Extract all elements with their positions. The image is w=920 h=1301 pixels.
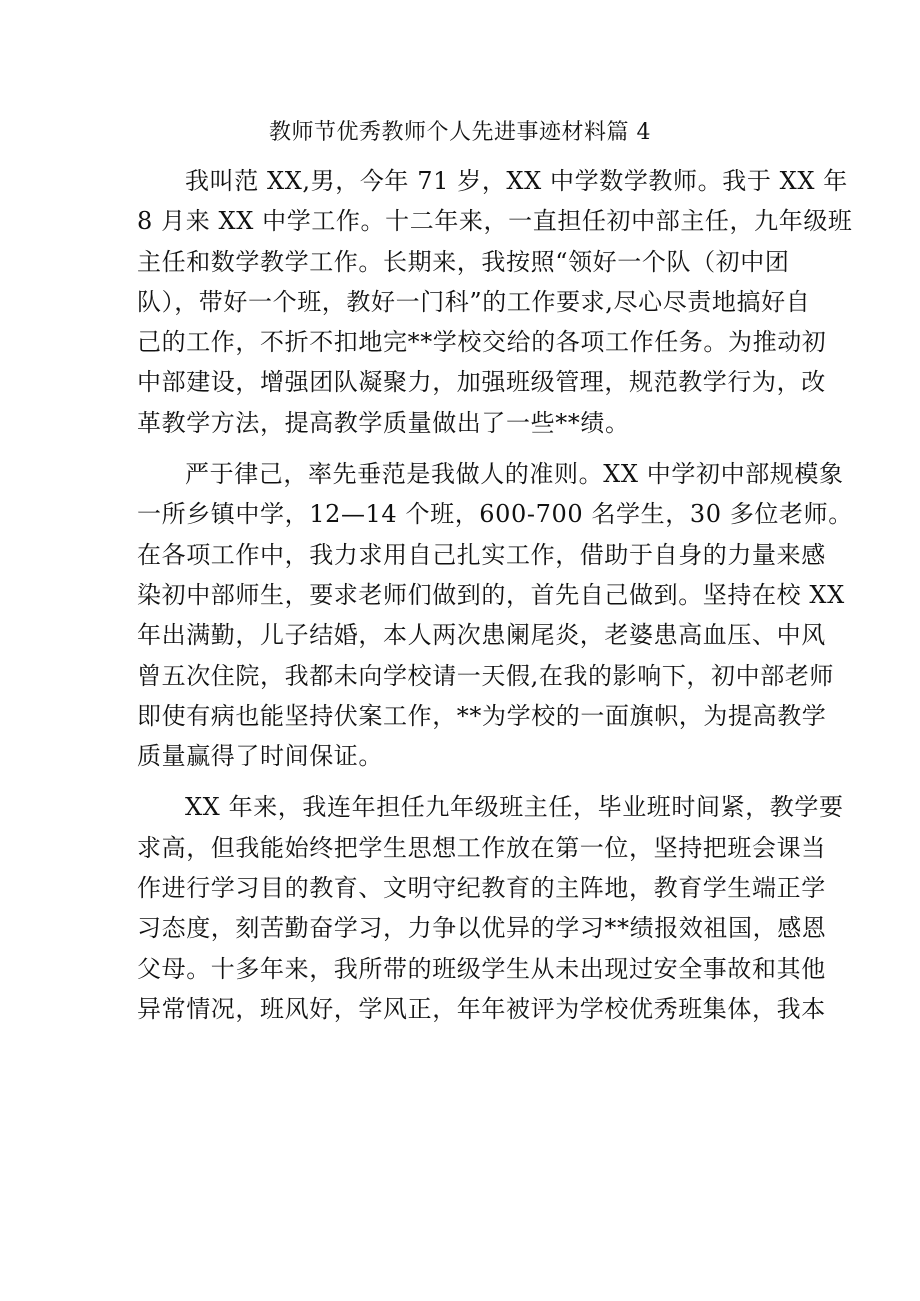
- document-body: [137, 161, 853, 1029]
- paragraph-line: 一所乡镇中学，12—14 个班，600-700 名学生，30 多位老师。: [137, 500, 853, 529]
- paragraph-line: 异常情况，班风好，学风正，年年被评为学校优秀班集体，我本: [137, 994, 826, 1023]
- paragraph-line: 严于律己，率先垂范是我做人的准则。XX 中学初中部规模象: [185, 460, 844, 489]
- paragraph-3: [137, 787, 844, 1029]
- paragraph-2: [137, 454, 853, 776]
- paragraph-line: 习态度，刻苦勤奋学习，力争以优异的学习**绩报效祖国，感恩: [137, 914, 827, 943]
- paragraph-line: 我叫范 XX,男，今年 71 岁，XX 中学数学教师。我于 XX 年: [185, 167, 848, 195]
- paragraph-line: XX 年来，我连年担任九年级班主任，毕业班时间紧，教学要: [185, 793, 844, 822]
- paragraph-line: 己的工作，不折不扣地完**学校交给的各项工作任务。为推动初: [137, 328, 827, 357]
- document-title: 教师节优秀教师个人先进事迹材料篇 4: [269, 120, 651, 145]
- paragraph-line: 队），带好一个班，教好一门科”的工作要求,尽心尽责地搞好自: [137, 287, 811, 316]
- paragraph-line: 作进行学习目的教育、文明守纪教育的主阵地，教育学生端正学: [137, 874, 826, 903]
- paragraph-line: 革教学方法，提高教学质量做出了一些**绩。: [137, 408, 630, 437]
- paragraph-line: 质量赢得了时间保证。: [137, 742, 383, 771]
- paragraph-line: 曾五次住院，我都未向学校请一天假,在我的影响下，初中部老师: [137, 661, 835, 690]
- paragraph-line: 主任和数学教学工作。长期来，我按照“领好一个队（初中团: [137, 247, 790, 276]
- paragraph-line: 在各项工作中，我力求用自己扎实工作，借助于自身的力量来感: [137, 540, 826, 569]
- paragraph-line: 即使有病也能坚持伏案工作，**为学校的一面旗帜，为提高教学: [137, 701, 827, 730]
- paragraph-line: 父母。十多年来，我所带的班级学生从未出现过安全事故和其他: [137, 954, 826, 983]
- paragraph-line: 8 月来 XX 中学工作。十二年来，一直担任初中部主任，九年级班: [137, 207, 853, 236]
- paragraph-line: 求高，但我能始终把学生思想工作放在第一位，坚持把班会课当: [137, 833, 826, 862]
- paragraph-line: 年出满勤，儿子结婚，本人两次患阑尾炎，老婆患高血压、中风: [137, 621, 826, 650]
- paragraph-1: [137, 161, 853, 443]
- paragraph-line: 中部建设，增强团队凝聚力，加强班级管理，规范教学行为，改: [137, 368, 826, 397]
- paragraph-line: 染初中部师生，要求老师们做到的，首先自己做到。坚持在校 XX: [137, 580, 845, 609]
